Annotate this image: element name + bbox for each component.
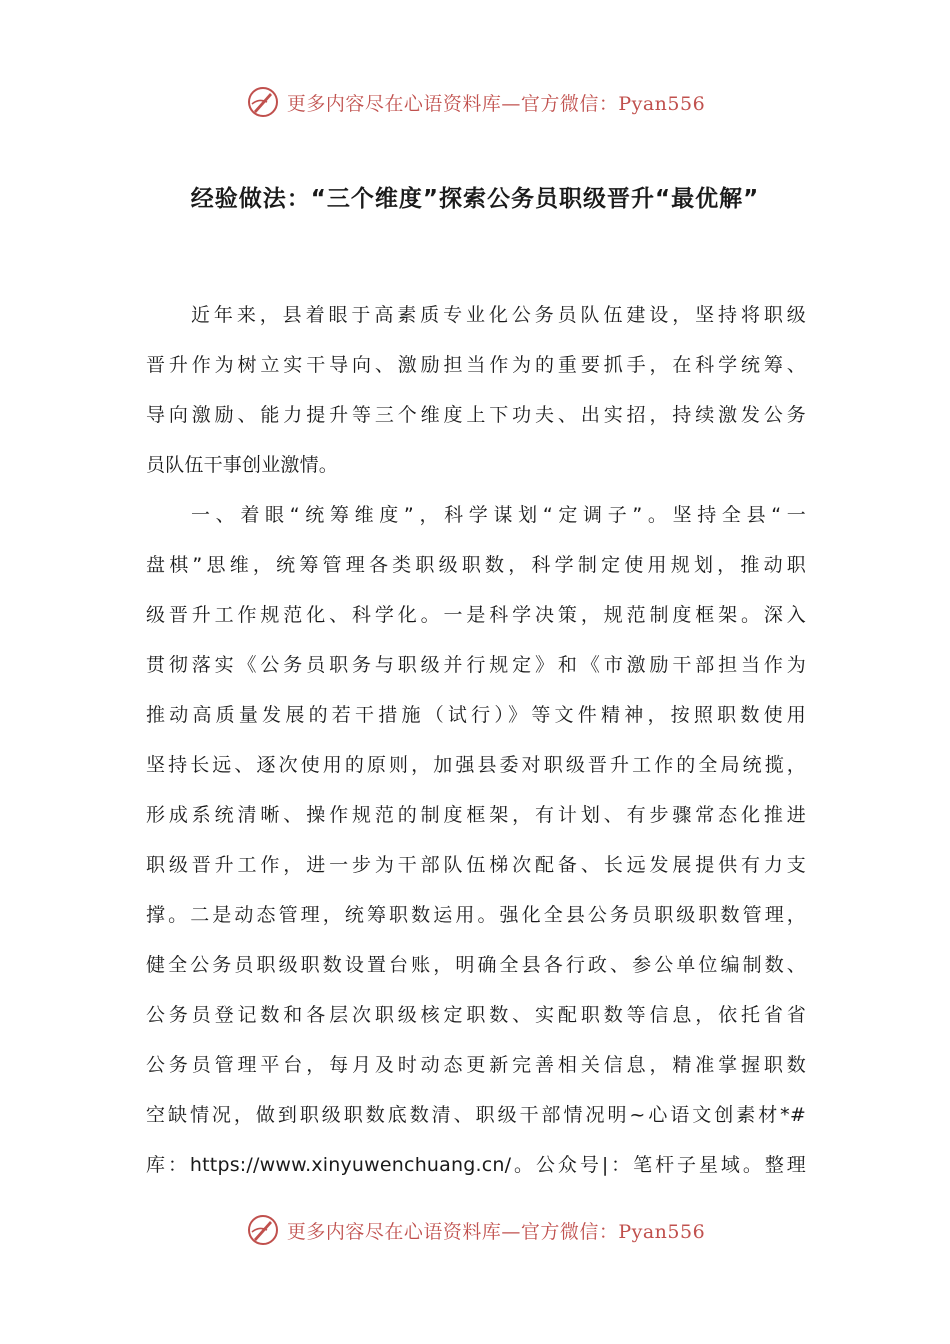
text-line: 健全公务员职级职数设置台账，明确全县各行政、参公单位编制数、 [146,954,806,976]
text-line: 形成系统清晰、操作规范的制度框架，有计划、有步骤常态化推进 [146,804,806,826]
text-line: 员队伍干事创业激情。 [146,454,339,476]
text-line: 晋升作为树立实干导向、激励担当作为的重要抓手，在科学统筹、 [146,354,806,376]
text-line: 空缺情况，做到职级职数底数清、职级干部情况明~心语文创素材*# [146,1104,806,1126]
text-line: 库：https://www.xinyuwenchuang.cn/。公众号|：笔杆子星域。整理 [146,1154,806,1176]
text-line: 职级晋升工作，进一步为干部队伍梯次配备、长远发展提供有力支 [146,854,806,876]
paragraph-1 [146,290,806,490]
quill-logo-icon [245,84,281,120]
text-line: 推动高质量发展的若干措施（试行）》等文件精神，按照职数使用 [146,704,806,726]
paragraph-2 [146,490,806,1190]
text-line: 近年来，县着眼于高素质专业化公务员队伍建设，坚持将职级 [191,304,806,326]
text-line: 导向激励、能力提升等三个维度上下功夫、出实招，持续激发公务 [146,404,806,426]
text-line: 贯彻落实《公务员职务与职级并行规定》和《市激励干部担当作为 [146,654,806,676]
text-line: 公务员登记数和各层次职级核定职数、实配职数等信息，依托省省 [146,1004,806,1026]
banner-text: 更多内容尽在心语资料库—官方微信：Pyan556 [286,92,706,115]
document-body [146,290,806,1190]
text-line: 公务员管理平台，每月及时动态更新完善相关信息，精准掌握职数 [146,1054,806,1076]
text-line: 盘棋”思维，统筹管理各类职级职数，科学制定使用规划，推动职 [146,554,806,576]
text-line: 一、着眼“统筹维度”，科学谋划“定调子”。坚持全县“一 [191,504,806,526]
quill-logo-icon [245,1212,281,1248]
text-line: 级晋升工作规范化、科学化。一是科学决策，规范制度框架。深入 [146,604,806,626]
text-line: 撑。二是动态管理，统筹职数运用。强化全县公务员职级职数管理， [146,904,806,926]
text-line: 坚持长远、逐次使用的原则，加强县委对职级晋升工作的全局统揽， [146,754,806,776]
banner-text: 更多内容尽在心语资料库—官方微信：Pyan556 [286,1220,706,1243]
header-watermark-banner [0,82,950,122]
document-title: 经验做法：“三个维度”探索公务员职级晋升“最优解” [190,186,760,212]
footer-watermark-banner [0,1210,950,1250]
